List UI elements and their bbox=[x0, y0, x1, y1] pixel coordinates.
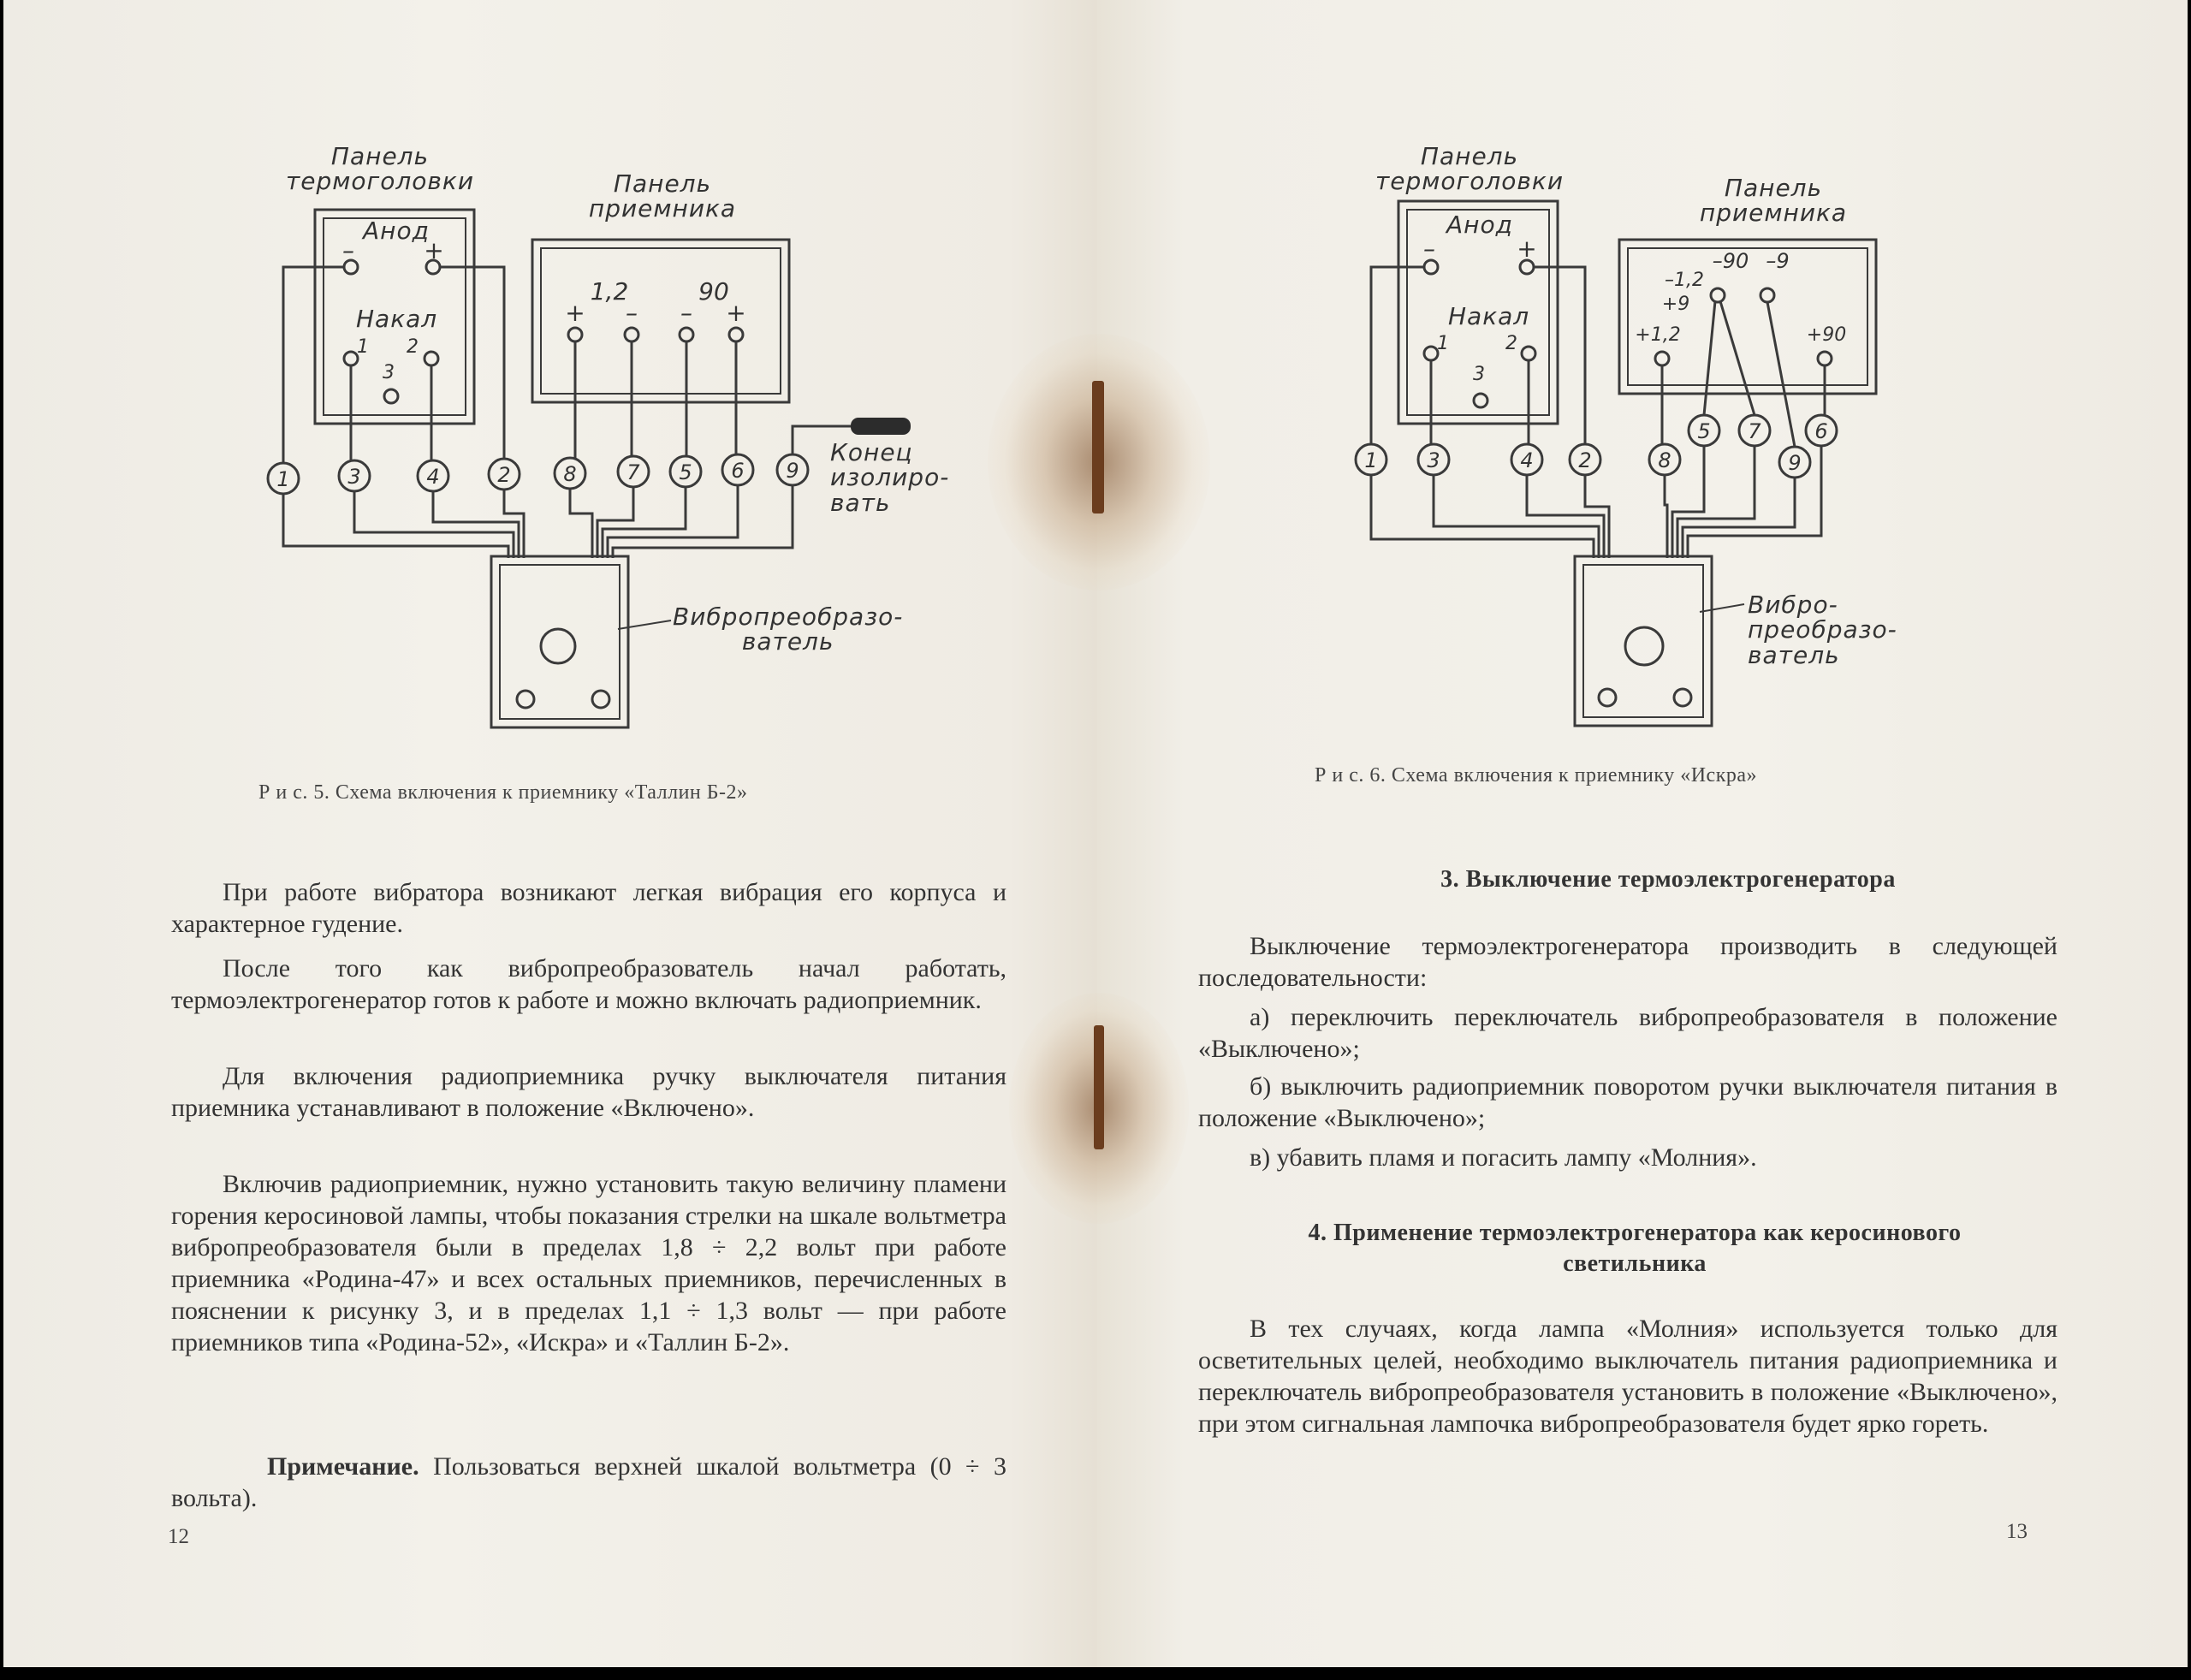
receiver-socket-minus9 bbox=[1761, 288, 1774, 302]
filament-label: Накал bbox=[356, 305, 438, 333]
terminal-8-label: 8 bbox=[563, 462, 577, 486]
vibrator-label-left: Вибропреобразо- ватель bbox=[673, 603, 904, 656]
figure-5-diagram bbox=[3, 0, 1097, 770]
terminal-9-label: 9 bbox=[786, 459, 799, 483]
terminal-4-label: 4 bbox=[1520, 448, 1534, 472]
harness-9 bbox=[613, 485, 793, 558]
harness-4 bbox=[433, 491, 519, 558]
terminal-7-label: 7 bbox=[626, 460, 640, 484]
wire-rx-5 bbox=[1704, 301, 1715, 415]
terminal-3-label: 3 bbox=[1427, 448, 1440, 472]
terminal-5-label: 5 bbox=[679, 460, 692, 484]
socket-filament-2 bbox=[1522, 347, 1535, 360]
anode-label: Анод bbox=[1446, 211, 1513, 239]
harness-8 bbox=[1665, 475, 1667, 558]
anode-plus-sign: + bbox=[1517, 234, 1537, 263]
vibrator-label-right: Вибро- преобразо- ватель bbox=[1748, 591, 1897, 669]
terminal-1-label: 1 bbox=[1364, 448, 1378, 472]
vibrator-indicator bbox=[541, 629, 575, 663]
vibrator-indicator bbox=[1625, 627, 1663, 665]
vibrator-hole-right bbox=[1674, 689, 1691, 706]
receiver-plus12: +1,2 bbox=[1635, 324, 1681, 346]
filament-1-label: 1 bbox=[357, 336, 369, 358]
book-spread bbox=[3, 0, 2188, 1667]
anode-minus-sign: – bbox=[342, 236, 354, 264]
figure-6-wiring bbox=[1097, 0, 2188, 770]
burn-core-top bbox=[1092, 381, 1104, 513]
terminal-8-label: 8 bbox=[1658, 448, 1671, 472]
filament-3-label: 3 bbox=[383, 362, 395, 383]
socket-filament-1 bbox=[344, 352, 358, 365]
terminal-1-label: 1 bbox=[276, 467, 290, 491]
terminal-2-label: 2 bbox=[1578, 448, 1592, 472]
receiver-panel-label: Панель приемника bbox=[588, 169, 737, 223]
right-paragraph-4: в) убавить пламя и погасить лампу «Молния». bbox=[1250, 1143, 1757, 1172]
receiver-sign-1: + bbox=[565, 299, 585, 327]
note-label: Примечание. bbox=[267, 1452, 419, 1481]
receiver-sign-4: + bbox=[726, 299, 746, 327]
left-paragraph-2: После того как вибропреобразователь начал работать, термоэлектрогенератор готов к работе и можно включать радиоприемник. bbox=[171, 954, 1006, 1014]
terminal-4-label: 4 bbox=[426, 465, 440, 489]
wire-rx-7 bbox=[1720, 301, 1755, 415]
left-page bbox=[3, 0, 1097, 1667]
section-3-heading: 3. Выключение термоэлектрогенератора bbox=[1440, 866, 1896, 893]
wire-anode-plus bbox=[1534, 267, 1585, 444]
receiver-voltage-90: 90 bbox=[698, 277, 729, 306]
vibrator-leader bbox=[618, 620, 671, 629]
burn-core-bottom bbox=[1094, 1025, 1104, 1149]
right-paragraph-2: а) переключить переключатель вибропреобразователя в положение «Выключено»; bbox=[1198, 1003, 2057, 1063]
receiver-socket-plus90 bbox=[1818, 352, 1832, 365]
anode-plus-sign: + bbox=[424, 236, 444, 264]
receiver-socket-4 bbox=[729, 328, 743, 341]
harness-1 bbox=[283, 494, 508, 558]
vibrator-hole-left bbox=[517, 691, 534, 708]
receiver-plus90: +90 bbox=[1806, 324, 1847, 346]
left-paragraph-3: Для включения радиоприемника ручку выключателя питания приемника устанавливают в положение «Включено». bbox=[171, 1062, 1006, 1122]
receiver-sign-2: – bbox=[626, 299, 638, 327]
terminal-6-label: 6 bbox=[731, 459, 745, 483]
receiver-sign-3: – bbox=[680, 299, 692, 327]
right-page bbox=[1097, 0, 2188, 1667]
filament-2-label: 2 bbox=[1505, 333, 1517, 354]
terminal-2-label: 2 bbox=[497, 463, 511, 487]
wire-anode-plus bbox=[440, 267, 504, 459]
figure-5-wiring bbox=[3, 0, 1097, 770]
receiver-socket-minus bbox=[1711, 288, 1725, 302]
socket-filament-2 bbox=[425, 352, 438, 365]
socket-filament-3 bbox=[384, 389, 398, 403]
terminal-9-label: 9 bbox=[1788, 451, 1802, 475]
receiver-socket-1 bbox=[568, 328, 582, 341]
vibrator-hole-right bbox=[592, 691, 609, 708]
filament-3-label: 3 bbox=[1473, 364, 1485, 385]
wire-rx-9 bbox=[1767, 302, 1795, 447]
filament-1-label: 1 bbox=[1437, 333, 1449, 354]
filament-2-label: 2 bbox=[407, 336, 419, 358]
insulate-end-label: Конец изолиро- вать bbox=[830, 438, 950, 517]
receiver-plus9: +9 bbox=[1661, 294, 1690, 315]
vibrator-leader bbox=[1700, 604, 1744, 612]
section-4-heading-line-2: светильника bbox=[1563, 1250, 1707, 1277]
page-number-left: 12 bbox=[168, 1525, 189, 1548]
anode-minus-sign: – bbox=[1423, 234, 1435, 263]
receiver-minus90: –90 bbox=[1712, 249, 1749, 273]
receiver-socket-plus12 bbox=[1655, 352, 1669, 365]
socket-filament-1 bbox=[1424, 347, 1438, 360]
vibrator-hole-left bbox=[1599, 689, 1616, 706]
receiver-minus9: –9 bbox=[1766, 249, 1790, 273]
figure-6-caption: Р и с. 6. Схема включения к приемнику «Искра» bbox=[1315, 764, 1758, 787]
anode-label: Анод bbox=[363, 217, 430, 245]
vibrator-box-inner bbox=[1583, 565, 1703, 717]
note-text: Пользоваться верхней шкалой вольтметра (0 ÷ 3 вольта). bbox=[171, 1452, 1006, 1512]
figure-5-caption: Р и с. 5. Схема включения к приемнику «Таллин Б-2» bbox=[258, 781, 748, 804]
terminal-7-label: 7 bbox=[1748, 419, 1761, 443]
terminal-5-label: 5 bbox=[1697, 419, 1711, 443]
terminal-6-label: 6 bbox=[1814, 419, 1828, 443]
section-4-heading-line-1: 4. Применение термоэлектрогенератора как керосинового bbox=[1308, 1220, 1962, 1246]
figure-6-diagram bbox=[1097, 0, 2188, 770]
insulated-end-plug bbox=[851, 418, 911, 435]
thermohead-panel-label: Панель термоголовки bbox=[1375, 142, 1565, 196]
receiver-panel-label: Панель приемника bbox=[1699, 174, 1848, 228]
thermohead-panel-label: Панель термоголовки bbox=[285, 142, 475, 196]
receiver-voltage-1-2: 1,2 bbox=[590, 277, 629, 306]
harness-8 bbox=[570, 489, 592, 558]
right-paragraph-1: Выключение термоэлектрогенератора производить в следующей последовательности: bbox=[1198, 932, 2057, 992]
left-note bbox=[171, 1451, 1006, 1514]
page-number-right: 13 bbox=[2006, 1520, 2028, 1543]
receiver-minus12: –1,2 bbox=[1665, 270, 1704, 291]
left-paragraph-1: При работе вибратора возникают легкая вибрация его корпуса и характерное гудение. bbox=[171, 878, 1006, 938]
terminal-3-label: 3 bbox=[347, 465, 361, 489]
right-paragraph-final: В тех случаях, когда лампа «Молния» используется только для осветительных целей, необходимо выключатель питания радиоприемника и переключатель вибропреобразователя установить в положение «Выключено», при этом сигнальная лампочка вибропреобразователя будет ярко гореть. bbox=[1198, 1315, 2057, 1438]
filament-label: Накал bbox=[1448, 302, 1530, 330]
left-paragraph-4: Включив радиоприемник, нужно установить такую величину пламени горения керосиновой лампы, чтобы показания стрелки на шкале вольтметра вибропреобразователя были в пределах 1,8 ÷ 2,2 вольт при работе приемника «Родина-47» и всех остальных приемников, перечисленных в пояснении к рисунку 3, и в пределах 1,1 ÷ 1,3 вольт — при работе приемников типа «Родина-52», «Искра» и «Таллин Б-2». bbox=[171, 1170, 1006, 1356]
socket-filament-3 bbox=[1474, 394, 1487, 407]
right-paragraph-3: б) выключить радиоприемник поворотом ручки выключателя питания в положение «Выключено»; bbox=[1198, 1072, 2057, 1132]
receiver-socket-2 bbox=[625, 328, 638, 341]
receiver-socket-3 bbox=[680, 328, 693, 341]
